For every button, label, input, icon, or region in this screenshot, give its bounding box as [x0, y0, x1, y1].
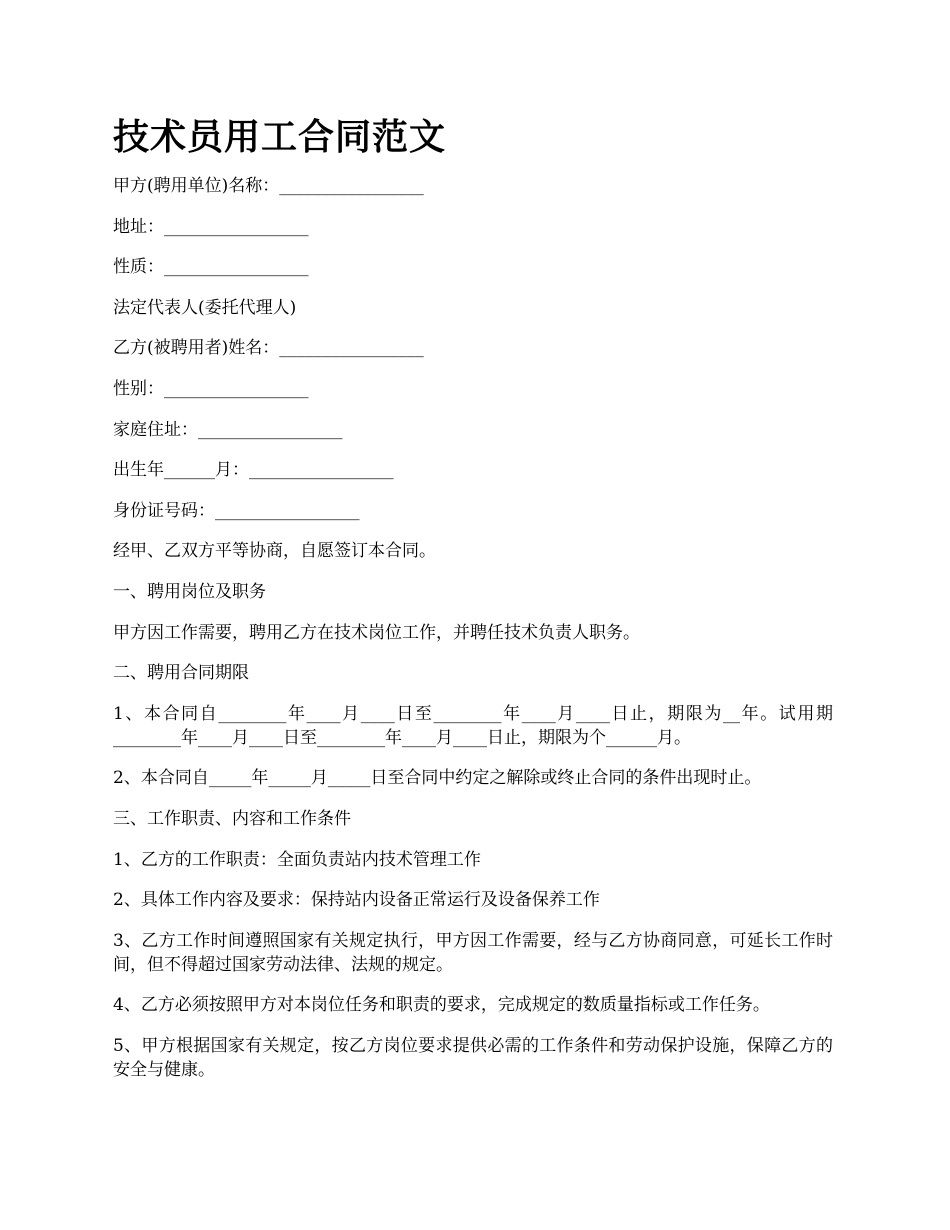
section-heading-1: 一、聘用岗位及职务 — [113, 581, 266, 602]
section-3-clause-1: 1、乙方的工作职责：全面负责站内技术管理工作 — [113, 849, 481, 870]
party-b-name-line: 乙方(被聘用者)姓名：_________________ — [113, 338, 424, 359]
section-3-clause-4: 4、乙方必须按照甲方对本岗位任务和职责的要求，完成规定的数质量指标或工作任务。 — [113, 995, 770, 1016]
party-a-name-line: 甲方(聘用单位)名称：_________________ — [113, 176, 424, 196]
party-b-home-address-line: 家庭住址：_________________ — [113, 419, 343, 440]
party-b-id-number-line: 身份证号码：_________________ — [113, 500, 360, 521]
section-3-clause-3: 3、乙方工作时间遵照国家有关规定执行，甲方因工作需要，经与乙方协商同意，可延长工作时间，但不得超过国家劳动法律、法规的规定。 — [113, 930, 833, 975]
section-3-clause-5: 5、甲方根据国家有关规定，按乙方岗位要求提供必需的工作条件和劳动保护设施，保障乙方的安全与健康。 — [113, 1035, 833, 1080]
section-heading-3: 三、工作职责、内容和工作条件 — [113, 808, 351, 829]
document-title: 技术员用工合同范文 — [113, 116, 447, 158]
section-heading-2: 二、聘用合同期限 — [113, 663, 249, 684]
section-3-clause-2: 2、具体工作内容及要求：保持站内设备正常运行及设备保养工作 — [113, 890, 600, 911]
section-2-clause-1: 1、本合同自________年____月____日至________年____月____日止，期限为__年。试用期________年____月____日至________年____月____日止，期限为个______月。 — [113, 703, 833, 748]
legal-representative-line: 法定代表人(委托代理人) — [113, 297, 297, 318]
agreement-statement: 经甲、乙双方平等协商，自愿签订本合同。 — [113, 541, 436, 562]
section-2-clause-2: 2、本合同自_____年_____月_____日至合同中约定之解除或终止合同的条件出现时止。 — [113, 768, 762, 789]
document-body — [113, 108, 833, 1098]
party-b-birth-line: 出生年______月：_________________ — [113, 460, 394, 481]
party-a-nature-line: 性质：_________________ — [113, 257, 309, 278]
section-1-paragraph: 甲方因工作需要，聘用乙方在技术岗位工作，并聘任技术负责人职务。 — [113, 622, 640, 643]
party-a-address-line: 地址：_________________ — [113, 216, 309, 237]
party-b-gender-line: 性别：_________________ — [113, 378, 309, 399]
